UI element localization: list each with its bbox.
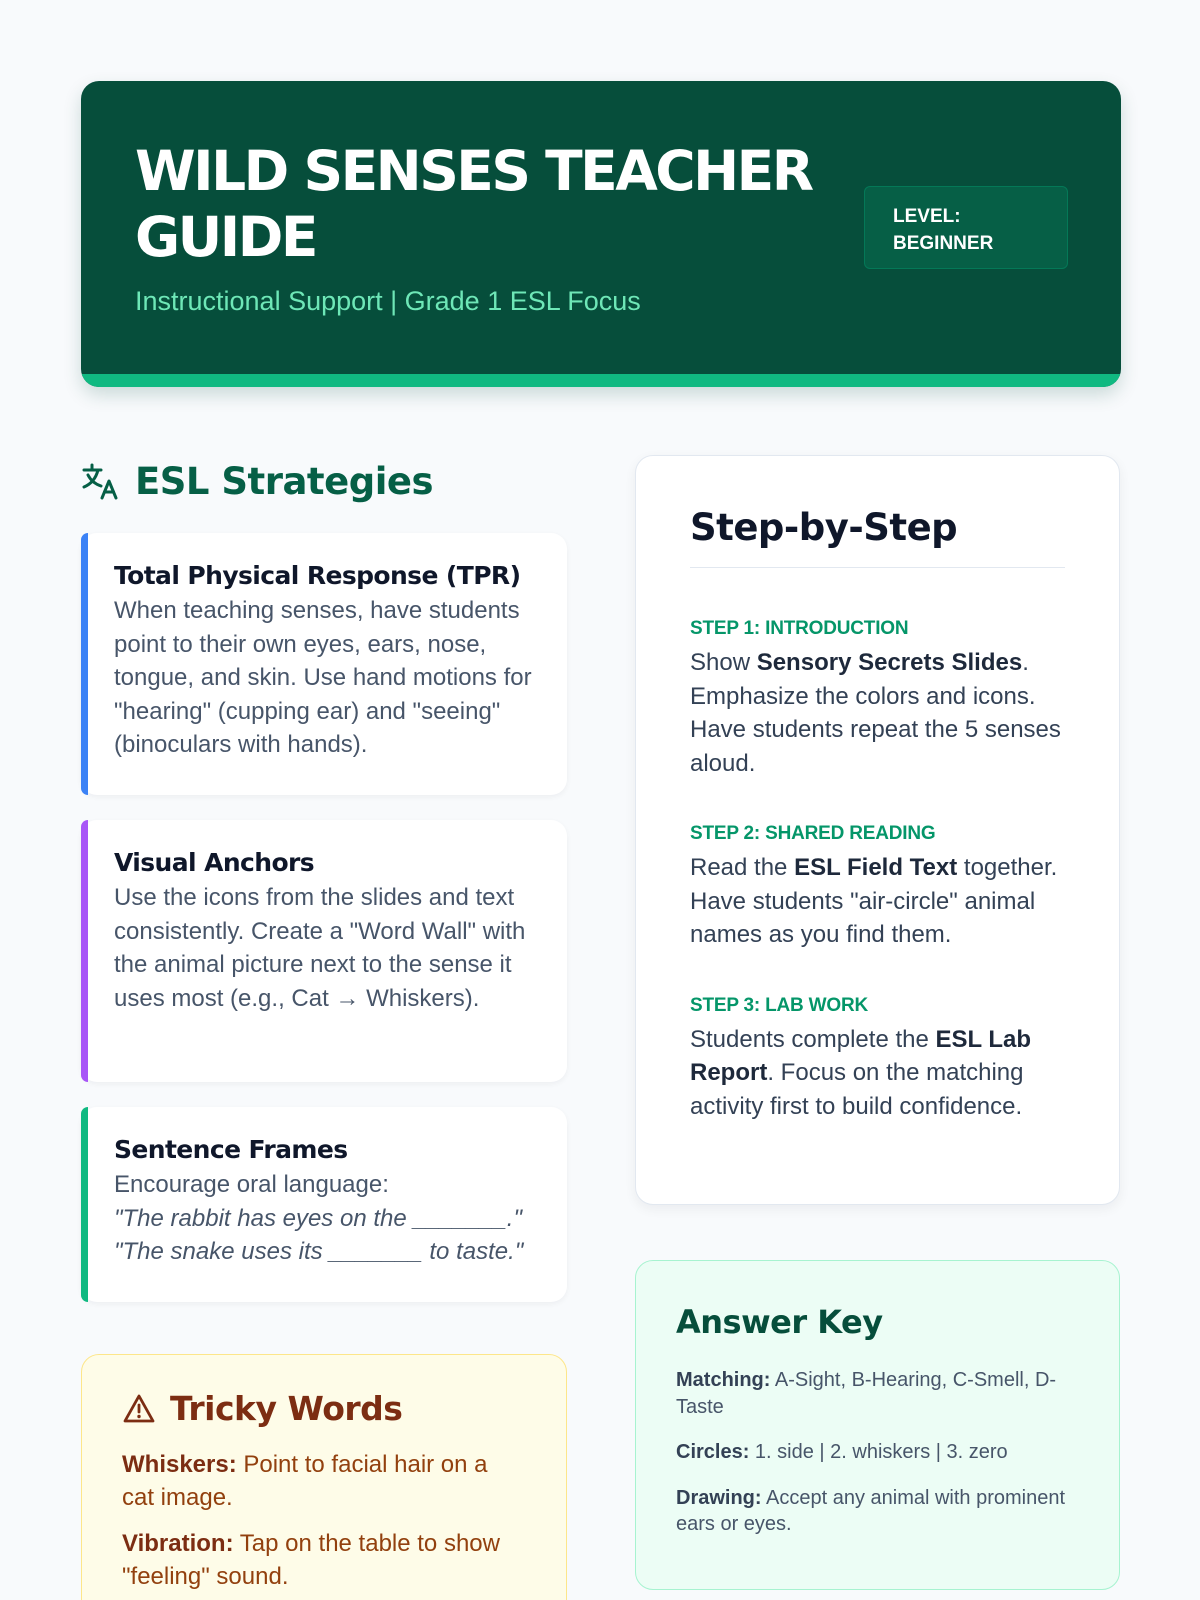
step-body: [690, 646, 1065, 780]
strategy-body: When teaching senses, have students point to their own eyes, ears, nose, tongue, and skin. Use hand motions for "hearing" (cupping ear) and "seeing" (binoculars with hands).: [114, 597, 532, 758]
answer-term: Drawing:: [676, 1486, 762, 1509]
step-label: STEP 2: SHARED READING: [690, 823, 936, 844]
translate-icon: [81, 461, 121, 501]
strategy-card-sentence-frames: [81, 1107, 567, 1302]
strategy-body: Use the icons from the slides and text consistently. Create a "Word Wall" with the animal picture next to the sense it uses most (e.g., Cat → Whiskers).: [114, 884, 526, 1012]
page-subtitle: Instructional Support | Grade 1 ESL Focus: [135, 286, 641, 316]
step-text: . Emphasize the colors and icons. Have students repeat the 5 senses aloud.: [690, 649, 1061, 777]
step-text: . Focus on the matching activity first to build confidence.: [690, 1059, 1024, 1120]
step-by-step-card: [635, 455, 1120, 1205]
step-label: STEP 3: LAB WORK: [690, 994, 869, 1016]
tricky-definition: Point to facial hair on a cat image.: [122, 1451, 488, 1511]
step-text: Students complete the: [690, 1025, 936, 1053]
step-resource: ESL Lab Report: [690, 1025, 1032, 1086]
tricky-words-heading: [122, 1389, 526, 1428]
strategy-card-tpr: [81, 533, 567, 795]
tricky-word-item: [122, 1527, 526, 1593]
step-resource: Sensory Secrets Slides: [756, 649, 1023, 676]
step-body: [690, 851, 1065, 952]
esl-strategies-heading: [81, 456, 433, 506]
step-item: [690, 995, 1065, 1124]
page-title: WILD SENSES TEACHER GUIDE: [135, 139, 812, 269]
answer-text: A-Sight, B-Hearing, C-Smell, D-Taste: [676, 1369, 1057, 1418]
level-badge: LEVEL: BEGINNER: [864, 186, 1068, 269]
tricky-word-item: [122, 1448, 526, 1514]
answer-text: Accept any animal with prominent ears or eyes.: [676, 1486, 1066, 1535]
section-heading-text: ESL Strategies: [135, 459, 433, 503]
tricky-term: Whiskers:: [122, 1451, 237, 1478]
strategy-title: Visual Anchors: [114, 848, 315, 877]
step-text: together. Have students "air-circle" animal names as you find them.: [690, 854, 1058, 948]
answer-item: [676, 1367, 1079, 1420]
tricky-definition: Tap on the table to show "feeling" sound.: [122, 1530, 500, 1590]
step-resource: ESL Field Text: [794, 854, 958, 881]
strategy-intro: Encourage oral language:: [114, 1171, 389, 1198]
sentence-frame: "The snake uses its _______ to taste.": [114, 1238, 524, 1265]
tricky-words-title: Tricky Words: [170, 1389, 403, 1428]
warning-triangle-icon: [122, 1392, 156, 1426]
guide-header: [81, 81, 1121, 387]
answer-text: 1. side | 2. whiskers | 3. zero: [749, 1441, 1008, 1463]
sentence-frame: "The rabbit has eyes on the _______.": [114, 1204, 522, 1232]
tricky-words-box: [81, 1354, 567, 1600]
step-item: [690, 618, 1065, 780]
steps-title: Step-by-Step: [690, 506, 1065, 568]
answer-key-title: Answer Key: [676, 1303, 883, 1341]
step-text: Read the: [690, 854, 795, 881]
step-label: STEP 1: INTRODUCTION: [690, 618, 909, 639]
tricky-term: Vibration:: [122, 1530, 234, 1557]
answer-term: Matching:: [676, 1369, 771, 1391]
answer-term: Circles:: [676, 1441, 750, 1463]
strategy-title: Total Physical Response (TPR): [114, 561, 521, 590]
step-body: [690, 1023, 1065, 1124]
step-item: [690, 823, 1065, 952]
answer-key-box: [635, 1260, 1120, 1590]
answer-item: [676, 1439, 1079, 1466]
step-text: Show: [690, 649, 757, 676]
answer-item: [676, 1485, 1079, 1538]
strategy-card-visual-anchors: [81, 820, 567, 1082]
strategy-body: [114, 1168, 537, 1269]
strategy-title: Sentence Frames: [114, 1135, 348, 1164]
